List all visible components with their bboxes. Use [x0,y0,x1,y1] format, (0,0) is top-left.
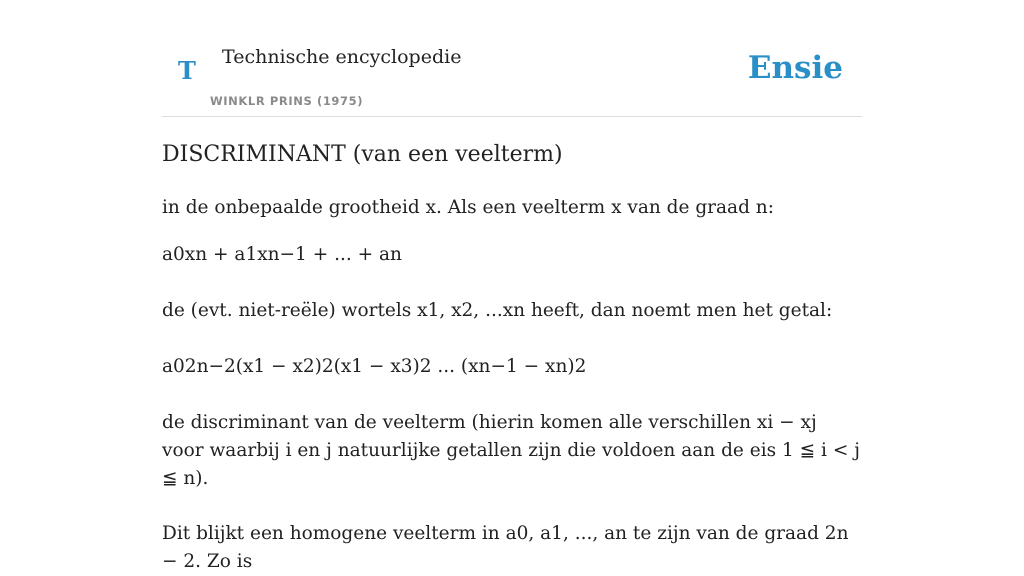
article-paragraph: Dit blijkt een homogene veelterm in a0, a1, ..., an te zijn van de graad 2n − 2. Zo is [162,523,849,572]
source-subtitle: WINKLR PRINS (1975) [210,94,364,108]
article-paragraph: de discriminant van de veelterm (hierin komen alle verschillen xi − xj voor waarbij i en j natuurlijke getallen zijn die voldoen aan de eis 1 ≦ i < j ≦ n). [162,412,860,489]
article-paragraph: in de onbepaalde grootheid x. Als een veelterm x van de graad n: [162,197,774,218]
article-paragraph: de (evt. niet-reële) wortels x1, x2, ...xn heeft, dan noemt men het getal: [162,300,833,321]
formula-paragraph: a02n−2(x1 − x2)2(x1 − x3)2 ... (xn−1 − xn)2 [162,356,587,377]
site-header [162,0,862,117]
article-content [162,140,862,576]
article-title: DISCRIMINANT (van een veelterm) [162,142,563,167]
brand-logo[interactable]: Ensie [747,50,843,86]
formula-paragraph: a0xn + a1xn−1 + ... + an [162,244,402,265]
source-title[interactable]: Technische encyclopedie [222,46,462,68]
source-logo[interactable]: T [178,56,196,85]
